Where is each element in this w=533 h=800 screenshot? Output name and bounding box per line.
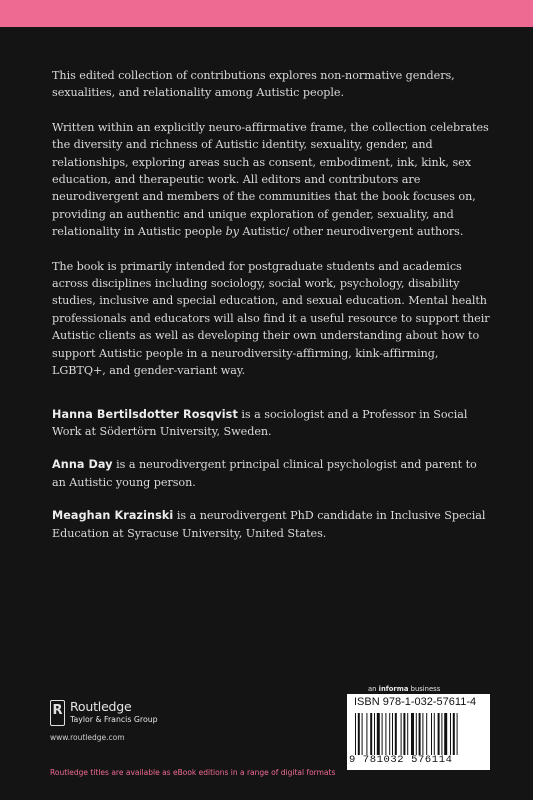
editor-name: Hanna Bertilsdotter Rosqvist <box>52 407 238 421</box>
ebook-notice: Routledge titles are available as eBook editions in a range of digital formats <box>50 768 336 777</box>
back-cover-text <box>52 67 492 558</box>
editor-bio: Hanna Bertilsdotter Rosqvist is a sociologist and a Professor in Social Work at Södertörn University, Sweden. <box>52 407 468 438</box>
barcode-number: 9 781032 576114 <box>349 754 453 766</box>
editor-name: Meaghan Krazinski <box>52 509 174 523</box>
editor-bio: Anna Day is a neurodivergent principal clinical psychologist and parent to an Autistic young person. <box>52 458 477 489</box>
routledge-logo-icon: R <box>50 700 65 726</box>
description-paragraph-3: The book is primarily intended for postgraduate students and academics across disciplines including sociology, social work, psychology, disability studies, inclusive and special education, and sexual education. Mental health professionals and educators will also find it a useful resource to support their Autistic clients as well as developing their own understanding about how to support Autistic people in a neurodiversity-affirming, kink-affirming, LGBTQ+, and gender-variant way. <box>52 259 490 378</box>
barcode-icon <box>355 713 483 755</box>
publisher-subtitle: Taylor & Francis Group <box>70 715 158 724</box>
description-paragraph-1: This edited collection of contributions explores non-normative genders, sexualities, and relationality among Autistic people. <box>52 69 455 100</box>
publisher-logo <box>50 700 250 728</box>
publisher-website: www.routledge.com <box>50 733 125 742</box>
editor-name: Anna Day <box>52 458 113 472</box>
top-color-band <box>0 0 533 27</box>
publisher-name: Routledge <box>70 699 132 714</box>
editor-bio: Meaghan Krazinski is a neurodivergent PhD candidate in Inclusive Special Education at Syracuse University, United States. <box>52 509 486 540</box>
description-paragraph-2: Written within an explicitly neuro-affirmative frame, the collection celebrates the diversity and richness of Autistic identity, sexuality, gender, and relationships, exploring areas such as consent, embodiment, ink, kink, sex education, and therapeutic work. All editors and contributors are neurodivergent and members of the communities that the book focuses on, providing an authentic and unique exploration of gender, sexuality, and relationality in Autistic people by Autistic/ other neurodivergent authors. <box>52 120 489 239</box>
isbn-label: ISBN 978-1-032-57611-4 <box>354 696 477 708</box>
barcode-box <box>347 694 490 770</box>
informa-business-label: an informa business <box>368 685 441 693</box>
